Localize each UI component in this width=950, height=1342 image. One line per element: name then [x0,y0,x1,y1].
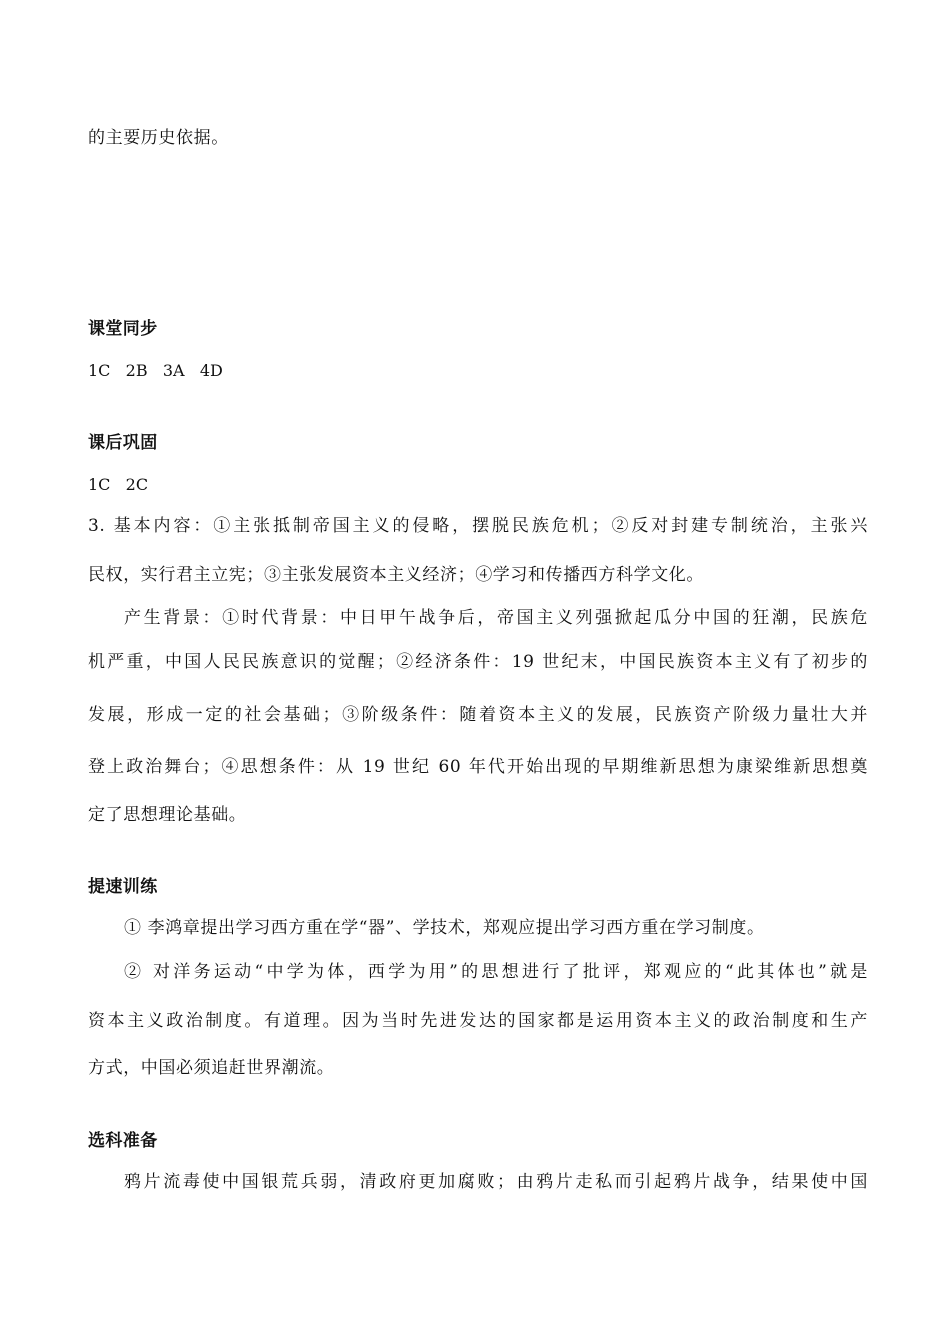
speed-item-2-line-1: ② 对洋务运动“中学为体，西学为用”的思想进行了批评，郑观应的“此其体也”就是 [124,962,868,982]
section-title-subject-prep: 选科准备 [88,1131,158,1151]
section-title-speed-training: 提速训练 [88,877,158,897]
background-line-3: 发展，形成一定的社会基础；③阶级条件：随着资本主义的发展，民族资产阶级力量壮大并 [88,705,868,725]
speed-item-2-line-3: 方式，中国必须追赶世界潮流。 [88,1058,335,1078]
background-line-4: 登上政治舞台；④思想条件：从 19 世纪 60 年代开始出现的早期维新思想为康梁维新思想奠 [88,757,868,777]
answer-list-classroom: 1C 2B 3A 4D [88,361,223,380]
q3-line-1: 3. 基本内容：①主张抵制帝国主义的侵略，摆脱民族危机；②反对封建专制统治，主张兴 [88,516,868,536]
background-line-1: 产生背景：①时代背景：中日甲午战争后，帝国主义列强掀起瓜分中国的狂潮，民族危 [124,608,868,628]
background-line-2: 机严重，中国人民民族意识的觉醒；②经济条件：19 世纪末，中国民族资本主义有了初步的 [88,652,868,672]
intro-line: 的主要历史依据。 [88,128,229,148]
section-title-after-class: 课后巩固 [88,433,158,453]
q3-line-2: 民权，实行君主立宪；③主张发展资本主义经济；④学习和传播西方科学文化。 [88,565,704,585]
answer-list-after-class: 1C 2C [88,475,149,494]
background-line-5: 定了思想理论基础。 [88,805,247,825]
speed-item-2-line-2: 资本主义政治制度。有道理。因为当时先进发达的国家都是运用资本主义的政治制度和生产 [88,1011,868,1031]
speed-item-1: ① 李鸿章提出学习西方重在学“器”、学技术，郑观应提出学习西方重在学习制度。 [124,918,765,938]
subject-prep-line-1: 鸦片流毒使中国银荒兵弱，清政府更加腐败；由鸦片走私而引起鸦片战争，结果使中国 [124,1172,868,1192]
section-title-classroom: 课堂同步 [88,319,158,339]
